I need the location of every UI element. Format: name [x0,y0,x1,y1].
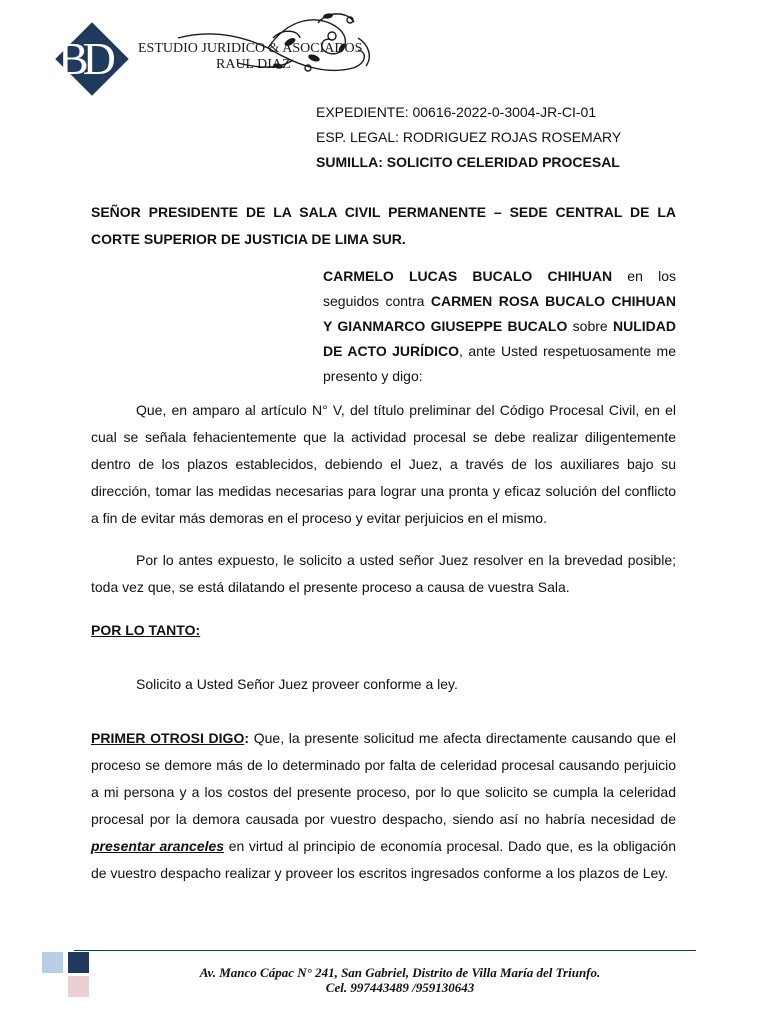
party-block [323,264,676,389]
paragraph-1: Que, en amparo al artículo N° V, del título preliminar del Código Procesal Civil, en el cual se señala fehacientemente que la actividad procesal se debe realizar diligentemente dentro de los plazos establecidos, debiendo el Juez, a través de los auxiliares bajo su dirección, tomar las medidas necesarias para lograr una pronta y eficaz solución del conflicto a fin de evitar más demoras en el proceso y evitar perjuicios en el mismo. [91,402,676,526]
otrosi-label: PRIMER OTROSI DIGO [91,730,245,746]
footer-square-pink [68,976,89,997]
otrosi-colon: : [244,730,250,746]
sumilla-line: SUMILLA: SOLICITO CELERIDAD PROCESAL [316,154,620,170]
footer-divider [74,950,696,951]
por-lo-tanto-heading: POR LO TANTO: [91,622,201,638]
footer-square-navy [68,952,89,973]
plaintiff-name: CARMELO LUCAS BUCALO CHIHUAN [323,268,613,284]
party-text-2: sobre [567,318,613,334]
footer-square-light-blue [42,952,63,973]
defendant-names: CARMEN ROSA BUCALO CHIHUAN Y GIANMARCO GIUSEPPE BUCALO [323,293,676,334]
expediente-line: EXPEDIENTE: 00616-2022-0-3004-JR-CI-01 [316,104,597,120]
paragraph-2: Por lo antes expuesto, le solicito a usted señor Juez resolver en la brevedad posible; toda vez que, se está dilatando el presente proceso a causa de vuestra Sala. [91,552,676,595]
otrosi-text-1: Que, la presente solicitud me afecta directamente causando que el proceso se demore más de lo determinado por falta de celeridad procesal causando perjuicio a mi persona y a los costos del presente proceso, por lo que solicito se cumpla la celeridad procesal por la demora causada por vuestro despacho, siendo así no habría necesidad de [91,730,676,827]
firm-name: ESTUDIO JURIDICO & ASOCIADOS [138,41,363,56]
case-matter: NULIDAD DE ACTO JURÍDICO [323,318,676,359]
footer-phone: Cel. 997443489 /959130643 [325,980,475,995]
firm-subtitle: RAUL DIAZ [216,57,291,72]
esp-legal-line: ESP. LEGAL: RODRIGUEZ ROJAS ROSEMARY [316,129,622,145]
party-text-1: en los seguidos contra [323,268,676,309]
footer-address: Av. Manco Cápac N° 241, San Gabriel, Distrito de Villa María del Triunfo. [199,965,601,980]
addressee: SEÑOR PRESIDENTE DE LA SALA CIVIL PERMANENTE – SEDE CENTRAL DE LA CORTE SUPERIOR DE JUSTICIA DE LIMA SUR. [91,204,676,247]
otrosi-emphasis: presentar aranceles [91,838,225,854]
otrosi-paragraph [91,725,676,887]
otrosi-text-2: en virtud al principio de economía procesal. Dado que, es la obligación de vuestro despacho realizar y proveer los escritos ingresados conforme a los plazos de Ley. [91,838,676,881]
paragraph-3: Solicito a Usted Señor Juez proveer conforme a ley. [136,676,458,692]
logo-letters: BD [58,33,110,84]
party-text-3: , ante Usted respetuosamente me presento y digo: [323,343,676,384]
